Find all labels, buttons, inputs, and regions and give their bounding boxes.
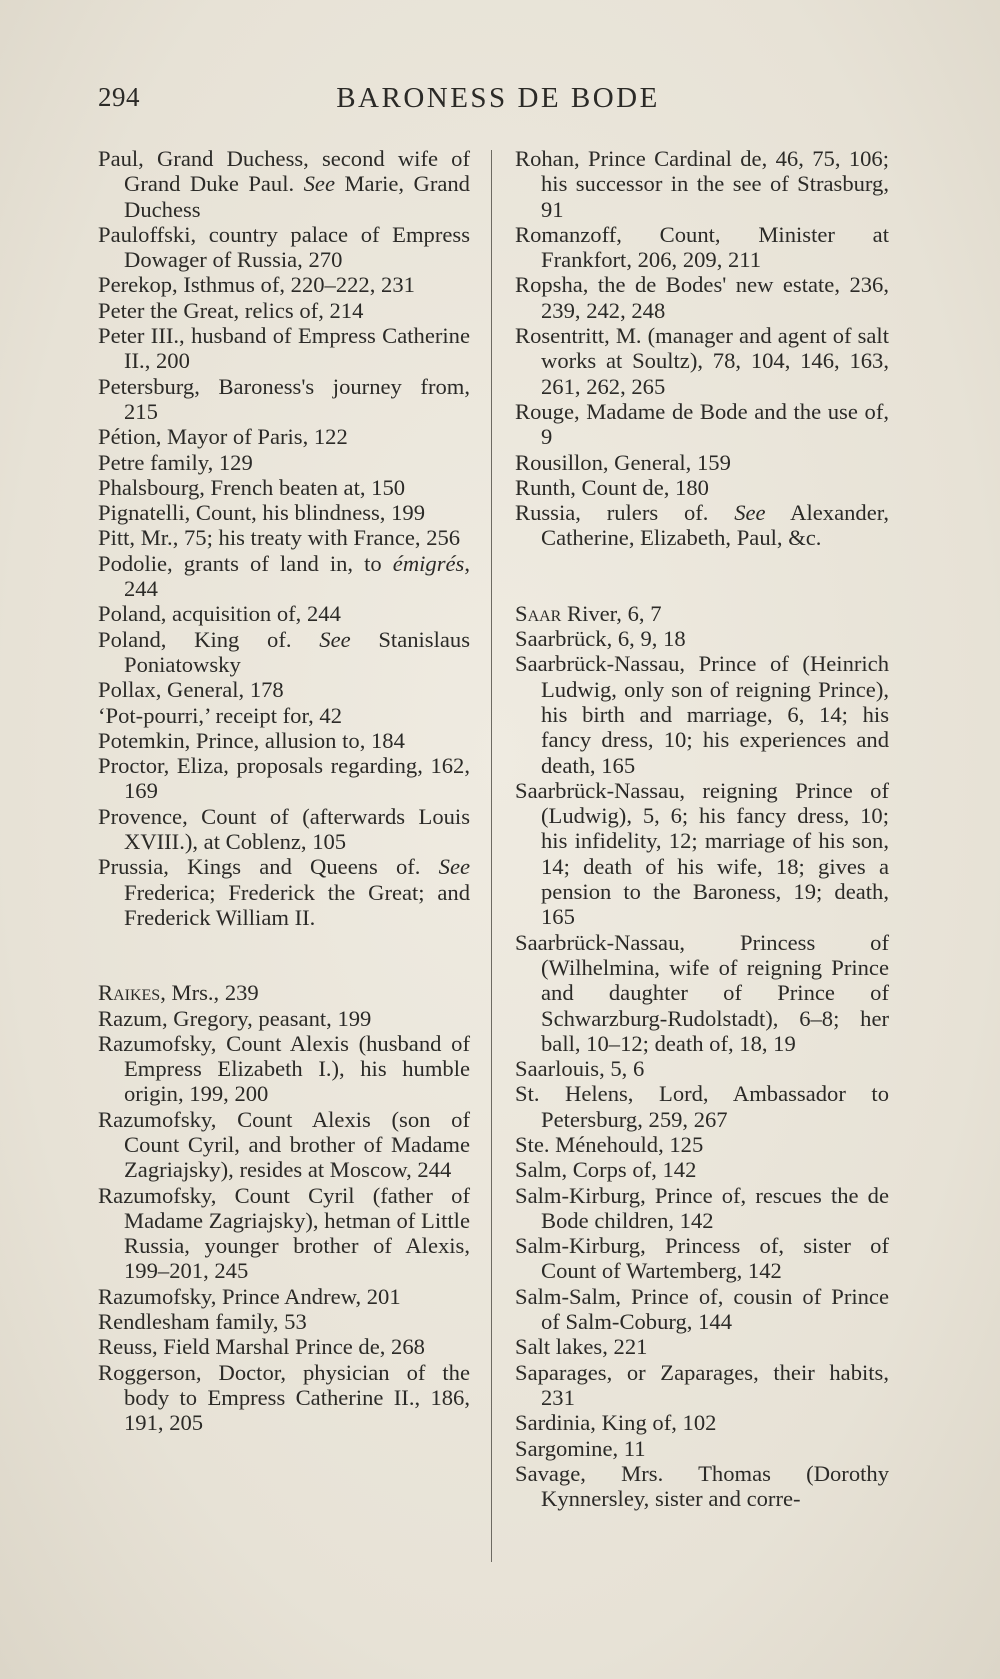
- entry-text: Ropsha, the de Bodes' new estate, 236, 239, 242, 248: [515, 272, 889, 323]
- index-entry: [98, 601, 470, 626]
- entry-text: Rendlesham family, 53: [98, 1309, 307, 1335]
- entry-text: Saparages, or Zaparages, their habits, 231: [515, 1359, 889, 1410]
- entry-text: Pauloffski, country palace of Empress Dowager of Russia, 270: [98, 221, 470, 273]
- entry-text: Rosentritt, M. (manager and agent of salt works at Soultz), 78, 104, 146, 163, 261, 262, 265: [515, 323, 889, 399]
- entry-text: Peter III., husband of Empress Catherine II., 200: [98, 323, 470, 374]
- index-entry: [98, 1006, 470, 1031]
- entry-text: Perekop, Isthmus of, 220–222, 231: [98, 272, 415, 298]
- see-reference-label: See: [438, 854, 470, 880]
- entry-text-after: , 244: [124, 550, 470, 602]
- entry-text: Pignatelli, Count, his blindness, 199: [98, 500, 425, 526]
- see-reference-label: See: [319, 626, 351, 652]
- index-entry: [515, 272, 889, 323]
- index-entry: [515, 1081, 889, 1132]
- index-entry: [515, 1360, 889, 1411]
- entry-text: Razumofsky, Prince Andrew, 201: [98, 1283, 401, 1309]
- index-column-right: [515, 146, 889, 1511]
- see-reference-target: Marie, Grand Duchess: [124, 171, 470, 222]
- index-entry: [98, 551, 470, 602]
- entry-text: Saarbrück-Nassau, Prince of (Heinrich Ludwig, only son of reigning Prince), his birth and marriage, 6, 14; his fancy dress, 10; his experiences and death, 165: [515, 651, 889, 778]
- entry-text: Salm-Kirburg, Princess of, sister of Count of Wartemberg, 142: [515, 1233, 889, 1284]
- index-entry: [98, 1107, 470, 1183]
- entry-text: Sardinia, King of, 102: [515, 1410, 717, 1436]
- index-entry: [98, 703, 470, 728]
- entry-text: Runth, Count de, 180: [515, 474, 709, 500]
- entry-text: Poland, acquisition of, 244: [98, 601, 341, 627]
- index-entry: [515, 1157, 889, 1182]
- index-entry: [98, 677, 470, 702]
- entry-text: Pitt, Mr., 75; his treaty with France, 256: [98, 525, 461, 551]
- index-entry: [98, 1183, 470, 1284]
- page-header: [98, 78, 898, 122]
- index-entry: [515, 1132, 889, 1157]
- index-entry: [515, 323, 889, 399]
- entry-head-smallcaps: Saar: [515, 600, 562, 626]
- index-entry: [515, 1183, 889, 1234]
- entry-text: Sargomine, 11: [515, 1435, 646, 1461]
- index-entry: [515, 930, 889, 1056]
- entry-text: Salm, Corps of, 142: [515, 1157, 697, 1183]
- entry-text: Ste. Ménehould, 125: [515, 1131, 704, 1157]
- entry-text: Petersburg, Baroness's journey from, 215: [98, 373, 470, 424]
- entry-text: , Mrs., 239: [160, 980, 259, 1006]
- entry-text: Razumofsky, Count Cyril (father of Madame Zagriajsky), hetman of Little Russia, younger brother of Alexis, 199–201, 245: [98, 1182, 470, 1284]
- index-entry: [515, 146, 889, 222]
- entry-text: Razum, Gregory, peasant, 199: [98, 1005, 372, 1031]
- entry-text: Phalsbourg, French beaten at, 150: [98, 474, 406, 500]
- index-entry: [98, 1284, 470, 1309]
- index-entry: [515, 1233, 889, 1284]
- entry-text: Russia, rulers of.: [515, 500, 709, 526]
- index-entry: [515, 1056, 889, 1081]
- entry-text: Saarbrück-Nassau, Princess of (Wilhelmina, wife of reigning Prince and daughter of Prince of Schwarzburg-Rudolstadt), 6–8; her ball, 10–12; death of, 18, 19: [515, 929, 889, 1056]
- index-entry: [515, 475, 889, 500]
- index-entry: [515, 778, 889, 930]
- index-entry: [98, 146, 470, 222]
- index-entry: [98, 222, 470, 273]
- see-reference-label: See: [303, 171, 335, 197]
- entry-text: Poland, King of.: [98, 626, 292, 652]
- entry-text: Saarlouis, 5, 6: [515, 1056, 645, 1082]
- index-entry: [515, 626, 889, 651]
- index-entry: [98, 627, 470, 678]
- running-title: BARONESS DE BODE: [336, 82, 660, 114]
- index-entry: [98, 728, 470, 753]
- entry-text: Pollax, General, 178: [98, 677, 284, 703]
- index-entry: [515, 1410, 889, 1435]
- entry-text: ‘Pot-pourri,’ receipt for, 42: [98, 702, 342, 728]
- see-reference-target: Alexander, Catherine, Elizabeth, Paul, &c.: [541, 500, 889, 551]
- entry-text: Roggerson, Doctor, physician of the body to Empress Catherine II., 186, 191, 205: [98, 1359, 470, 1436]
- index-entry: [515, 222, 889, 273]
- index-entry: [98, 525, 470, 550]
- entry-text: Proctor, Eliza, proposals regarding, 162, 169: [98, 753, 470, 804]
- entry-text: Rousillon, General, 159: [515, 449, 731, 475]
- column-divider: [491, 150, 492, 1562]
- entry-text: Reuss, Field Marshal Prince de, 268: [98, 1334, 425, 1360]
- index-entry: [98, 1309, 470, 1334]
- entry-text: Petre family, 129: [98, 449, 253, 475]
- letter-section-gap: [515, 551, 889, 601]
- entry-text: Rouge, Madame de Bode and the use of, 9: [515, 398, 889, 450]
- entry-text: Provence, Count of (afterwards Louis XVIII.), at Coblenz, 105: [98, 803, 470, 855]
- index-entry: [98, 753, 470, 804]
- see-reference-target: Frederica; Frederick the Great; and Frederick William II.: [124, 879, 470, 930]
- entry-text: Razumofsky, Count Alexis (son of Count Cyril, and brother of Madame Zagriajsky), resides at Moscow, 244: [98, 1106, 470, 1183]
- index-entry: [98, 1031, 470, 1107]
- entry-text: Salm-Salm, Prince of, cousin of Prince of Salm-Coburg, 144: [515, 1283, 889, 1335]
- index-entry: [98, 424, 470, 449]
- index-entry: [515, 450, 889, 475]
- entry-text: Salt lakes, 221: [515, 1334, 648, 1360]
- letter-section-gap: [98, 930, 470, 980]
- index-column-left: [98, 146, 470, 1436]
- index-entry: [515, 651, 889, 777]
- index-entry: [98, 1334, 470, 1359]
- entry-italic: émigrés: [392, 550, 465, 576]
- index-entry: [98, 980, 470, 1005]
- entry-text: Podolie, grants of land in, to: [98, 550, 382, 576]
- index-entry: [515, 1284, 889, 1335]
- index-entry: [98, 323, 470, 374]
- see-reference-target: Stanislaus Poniatowsky: [124, 626, 470, 677]
- page-number: 294: [98, 82, 140, 112]
- index-entry: [98, 804, 470, 855]
- entry-text: Pétion, Mayor of Paris, 122: [98, 424, 348, 450]
- index-entry: [98, 475, 470, 500]
- index-entry: [98, 500, 470, 525]
- entry-text: Savage, Mrs. Thomas (Dorothy Kynnersley, sister and corre-: [515, 1460, 889, 1512]
- index-entry: [98, 272, 470, 297]
- index-entry: [515, 1334, 889, 1359]
- index-entry: [98, 854, 470, 930]
- entry-text: Saarbrück, 6, 9, 18: [515, 626, 686, 652]
- index-entry: [515, 500, 889, 551]
- entry-text: Romanzoff, Count, Minister at Frankfort, 206, 209, 211: [515, 221, 889, 273]
- index-entry: [515, 1461, 889, 1512]
- index-entry: [98, 1360, 470, 1436]
- entry-text: Prussia, Kings and Queens of.: [98, 854, 421, 880]
- entry-head-smallcaps: Raikes: [98, 980, 161, 1006]
- index-entry: [98, 374, 470, 425]
- entry-text: Peter the Great, relics of, 214: [98, 297, 364, 323]
- index-entry: [515, 1436, 889, 1461]
- index-entry: [98, 298, 470, 323]
- entry-text: Razumofsky, Count Alexis (husband of Empress Elizabeth I.), his humble origin, 199, 200: [98, 1030, 470, 1107]
- entry-text: Rohan, Prince Cardinal de, 46, 75, 106; his successor in the see of Strasburg, 91: [515, 146, 889, 222]
- entry-text: Salm-Kirburg, Prince of, rescues the de Bode children, 142: [515, 1182, 889, 1233]
- entry-text: St. Helens, Lord, Ambassador to Petersburg, 259, 267: [515, 1081, 889, 1132]
- entry-text: Potemkin, Prince, allusion to, 184: [98, 727, 405, 753]
- entry-text: Saarbrück-Nassau, reigning Prince of (Ludwig), 5, 6; his fancy dress, 10; his infidelity, 12; marriage of his son, 14; death of his wife, 18; gives a pension to the Baroness, 19; death, 165: [515, 777, 889, 930]
- index-entry: [515, 399, 889, 450]
- entry-text: Paul, Grand Duchess, second wife of Grand Duke Paul.: [98, 146, 470, 197]
- index-entry: [515, 601, 889, 626]
- see-reference-label: See: [734, 500, 766, 526]
- index-entry: [98, 450, 470, 475]
- entry-text: River, 6, 7: [561, 600, 662, 626]
